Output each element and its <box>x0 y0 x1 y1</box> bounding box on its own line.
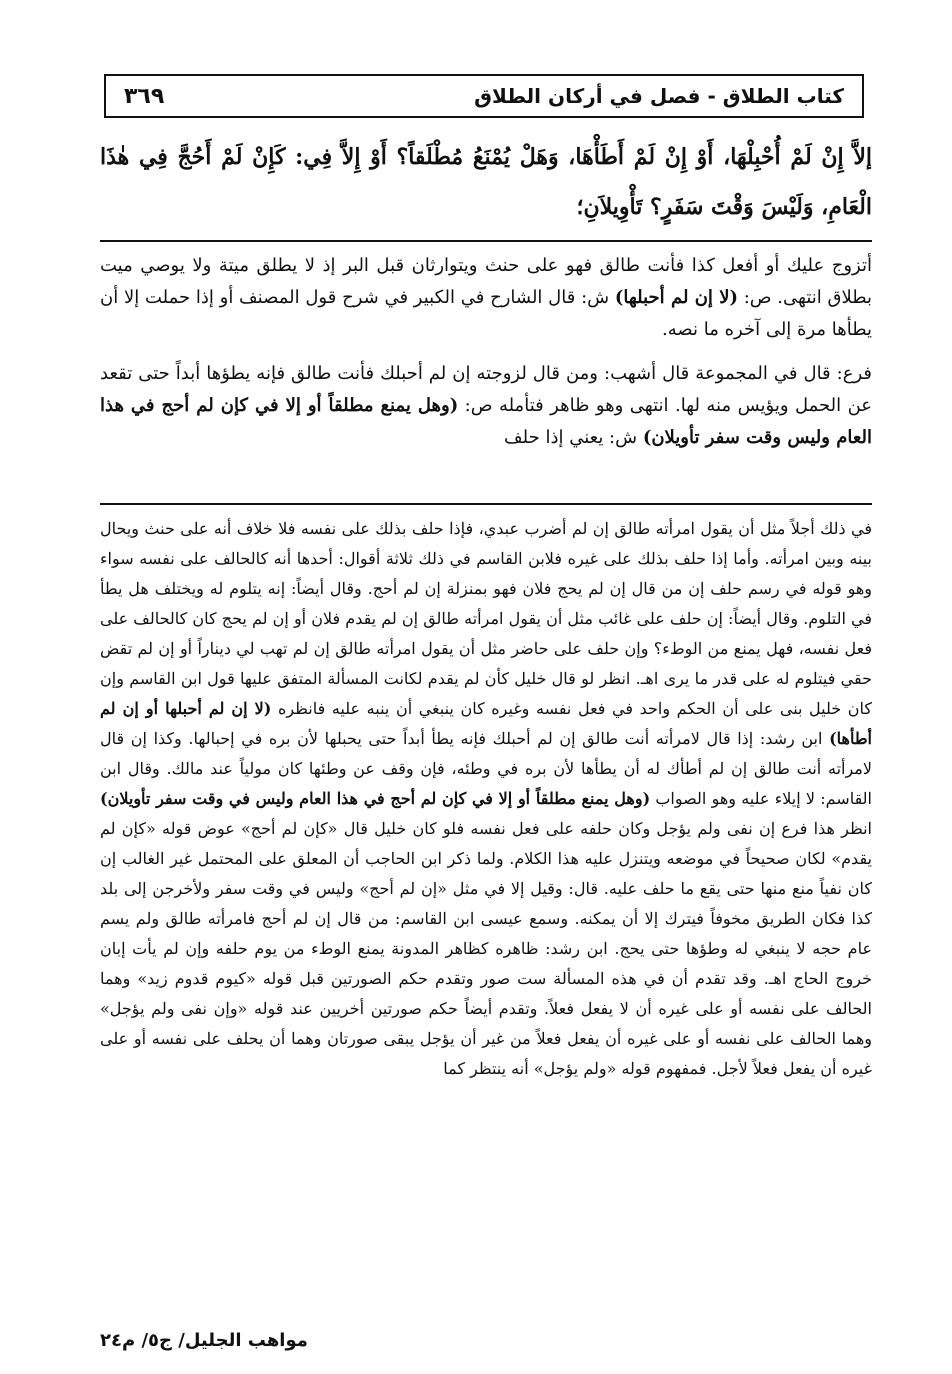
signature-footer <box>100 1330 320 1351</box>
page-number: ٣٦٩ <box>124 83 165 109</box>
quoted-matn: (لا إن لم أحبلها أو إن لم أطأها) <box>100 699 872 748</box>
divider-line <box>100 240 872 242</box>
sharh-commentary <box>100 250 872 454</box>
quoted-matn: (وهل يمنع مطلقاً أو إلا في كإن لم أحج في هذا العام وليس وقت سفر تأويلان) <box>100 395 872 448</box>
signature-text: مواهب الجليل/ ج٥/ م٢٤ <box>100 1330 308 1351</box>
quoted-matn: (لا إن لم أحبلها) <box>614 287 738 308</box>
hashiya-footnote <box>100 514 872 1084</box>
divider-line <box>100 503 872 505</box>
running-header <box>104 74 864 118</box>
quoted-matn: (وهل يمنع مطلقاً أو إلا في كإن لم أحج في هذا العام وليس في وقت سفر تأويلان) <box>100 789 651 808</box>
chapter-title: كتاب الطلاق - فصل في أركان الطلاق <box>474 84 844 108</box>
sharh-paragraph: أتزوج عليك أو أفعل كذا فأنت طالق فهو على حنث ويتوارثان قبل البر إذ لا يطلق ميتة ولا يوصي ميت بطلاق انتهى. ص: (لا إن لم أحبلها) ش: قال الشارح في الكبير في شرح قول المصنف أو إذا حملت إلا أن يطأها مرة إلى آخره ما نصه. <box>100 255 872 340</box>
hashiya-paragraph: في ذلك أجلاً مثل أن يقول امرأته طالق إن لم أضرب عبدي، فإذا حلف بذلك على نفسه فلا خلاف أنه على حنث ويحال بينه وبين امرأته. وأما إذا حلف بذلك على غيره فلابن القاسم في ذلك ثلاثة أقوال: أحدها أنه كالحالف على نفسه سواء وهو قوله في رسم حلف إن من قال إن لم يحج فلان فهو بمنزلة إن لم أحج. وقال أيضاً: إنه يتلوم له ويختلف هل يطأ في التلوم. وقال أيضاً: إن حلف على غائب مثل أن يقول امرأته طالق إن لم يقدم فلان أو إن لم يحج كان كالحالف على فعل نفسه، فهل يمنع من الوطء؟ وإن حلف على حاضر مثل أن يقول امرأته طالق إن لم تهب لي ديناراً أو إن لم تقض حقي فيتلوم له على قدر ما يرى اهـ. انظر لو قال خليل كأن لم يقدم لكانت المسألة المتفق عليها قول ابن القاسم وإن كان خليل بنى على أن الحكم واحد في فعل نفسه وغيره كان ينبغي أن ينبه عليه فانظره (لا إن لم أحبلها أو إن لم أطأها) ابن رشد: إذا قال لامرأته أنت طالق إن لم أحبلك فإنه يطأ أبداً حتى يحبلها لأن بره في إحبالها. وكذا إن قال لامرأته أنت طالق إن لم أطأك له أن يطأها لأن بره في وطئه، فإن وقف عن وطئها كان مولياً عند مالك. وقال ابن القاسم: لا إيلاء عليه وهو الصواب (وهل يمنع مطلقاً أو إلا في كإن لم أحج في هذا العام وليس في وقت سفر تأويلان) انظر هذا فرع إن نفى ولم يؤجل وكان حلفه على فعل نفسه فلو كان خليل قال «كإن لم أحج» عوض قوله «كإن لم يقدم» لكان صحيحاً في موضعه ويتنزل عليه هذا الكلام. ولما ذكر ابن الحاجب أن المعلق على المحتمل غير الغالب إن كان نفياً منع منها حتى يقع ما حلف عليه. قال: وقيل إلا في مثل «إن لم أحج» وليس في وقت سفر ولأخرجن إلى بلد كذا فكان الطريق مخوفاً فيترك إلا أن يمكنه. وسمع عيسى ابن القاسم: من قال إن لم أحج فامرأته طالق ولم يسم عام حجه لا ينبغي له وطؤها حتى يحج. ابن رشد: ظاهره كظاهر المدونة يمنع الوطء من يوم حلفه وإن لم يأت إبان خروج الحاج اهـ. وقد تقدم أن في هذه المسألة ست صور وتقدم حكم الصورتين قبل قوله «كيوم قدوم زيد» وهما الحالف على نفسه أو على غيره أن لا يفعل فعلاً. وتقدم أيضاً حكم صورتين أخريين عند قوله «وإن نفى ولم يؤجل» وهما الحالف على نفسه أو على غيره أن يفعل فعلاً من غير أن يؤجل يبقى صورتان وهما أن يحلف على نفسه أو على غيره أن يفعل فعلاً لأجل. فمفهوم قوله «ولم يؤجل» أنه ينتظر كما <box>100 519 873 1078</box>
sharh-paragraph: فرع: قال في المجموعة قال أشهب: ومن قال لزوجته إن لم أحبلك فأنت طالق فإنه يطؤها أبداً حتى تقعد عن الحمل ويؤيس منه لها. انتهى وهو ظاهر فتأمله ص: (وهل يمنع مطلقاً أو إلا في كإن لم أحج في هذا العام وليس وقت سفر تأويلان) ش: يعني إذا حلف <box>100 363 873 448</box>
matn-text: إلاَّ إِنْ لَمْ أُحْبِلْهَا، أَوْ إِنْ لَمْ أَطَأْهَا، وَهَلْ يُمْنَعُ مُطْلَقاً؟ أَوْ إِلاَّ فِي: كَإِنْ لَمْ أَحُجَّ فِي هٰذَا الْعَامِ، وَلَيْسَ وَقْتَ سَفَرٍ؟ تَأْوِيلاَنِ؛ <box>100 144 872 220</box>
